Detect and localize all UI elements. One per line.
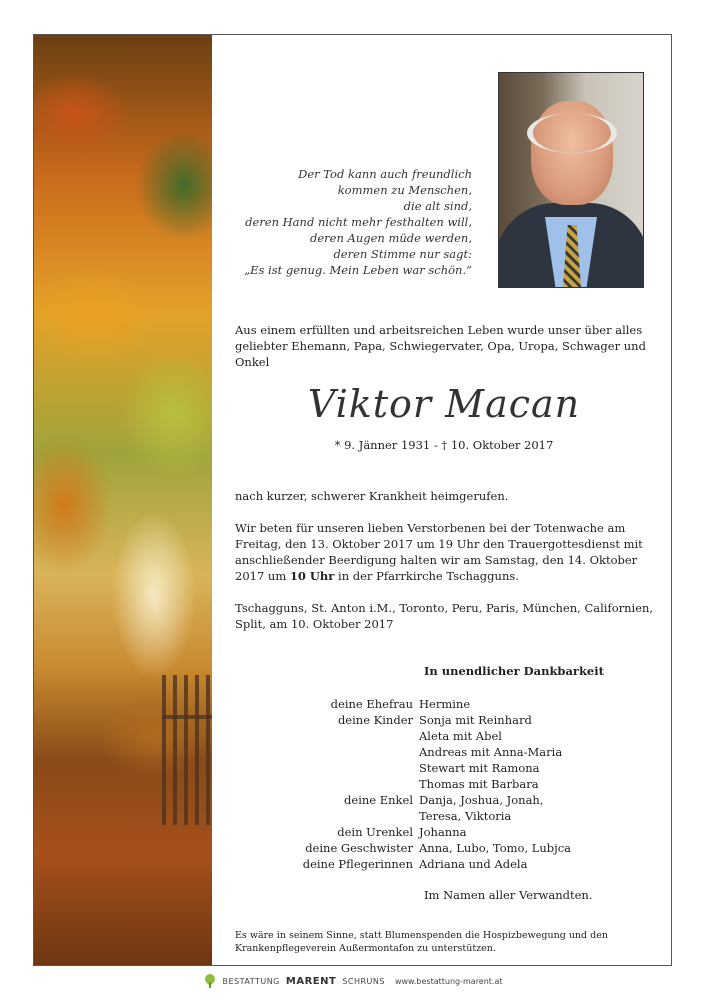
portrait-photo (498, 72, 644, 288)
family-names: Stewart mit Ramona (419, 761, 540, 775)
brand-location: SCHRUNS (342, 976, 385, 986)
paragraph-places-date: Tschagguns, St. Anton i.M., Toronto, Peru, Paris, München, Californien, Split, am 10. Oktober 2017 (235, 601, 654, 631)
family-row (264, 808, 664, 824)
family-relation: deine Pflegerinnen (302, 857, 413, 871)
paragraph-heimgerufen: nach kurzer, schwerer Krankheit heimgerufen. (235, 489, 509, 503)
funeral-text-a: Wir beten für unseren lieben Verstorbenen bei der Totenwache am Freitag, den 13. Oktober 2017 um 19 Uhr den Trauergottesdienst mit anschließender Beerdigung halten wir am Samstag, den 14. Oktober 2017 um (235, 521, 643, 583)
family-row (264, 744, 664, 760)
family-names: Sonja mit Reinhard (419, 713, 532, 727)
life-dates: * 9. Jänner 1931 - † 10. Oktober 2017 (334, 438, 554, 452)
obituary-card (33, 34, 672, 966)
funeral-time-bold: 10 Uhr (289, 569, 335, 583)
family-row (264, 760, 664, 776)
fence-graphic (162, 675, 212, 825)
poem (244, 166, 472, 278)
family-relation: dein Urenkel (337, 825, 413, 839)
donation-note: Es wäre in seinem Sinne, statt Blumenspenden die Hospizbewegung und den Krankenpflegeverein Außermontafon zu unterstützen. (235, 930, 608, 954)
family-row (264, 728, 664, 744)
family-names: Aleta mit Abel (419, 729, 502, 743)
family-row (264, 840, 664, 856)
thanks-heading: In unendlicher Dankbarkeit (424, 664, 604, 678)
family-row (264, 776, 664, 792)
family-relation (264, 728, 419, 744)
family-names: Anna, Lubo, Tomo, Lubjca (419, 841, 572, 855)
leaf-logo-icon (204, 974, 216, 988)
brand-url: www.bestattung-marent.at (394, 976, 503, 986)
family-row (264, 696, 664, 712)
family-names: Teresa, Viktoria (419, 809, 512, 823)
poem-line: die alt sind, (403, 199, 472, 213)
intro-text: Aus einem erfüllten und arbeitsreichen Leben wurde unser über alles geliebter Ehemann, Papa, Schwiegervater, Opa, Uropa, Schwager und Onkel (235, 323, 646, 369)
poem-line: Der Tod kann auch freundlich (298, 167, 472, 181)
family-relation: deine Geschwister (305, 841, 413, 855)
closing-text: Im Namen aller Verwandten. (424, 888, 593, 902)
family-row (264, 856, 664, 872)
family-names: Thomas mit Barbara (419, 777, 539, 791)
family-names: Hermine (419, 697, 471, 711)
family-relation: deine Enkel (344, 793, 413, 807)
poem-line: kommen zu Menschen, (337, 183, 472, 197)
family-relation: deine Ehefrau (330, 697, 413, 711)
family-names: Johanna (419, 825, 467, 839)
poem-line: „Es ist genug. Mein Leben war schön.“ (244, 263, 472, 277)
poem-line: deren Stimme nur sagt: (333, 247, 472, 261)
paragraph-funeral-details (235, 520, 665, 584)
family-row (264, 824, 664, 840)
autumn-forest-image (34, 35, 212, 965)
family-list (264, 696, 664, 872)
family-names: Danja, Joshua, Jonah, (419, 793, 544, 807)
brand-prefix: BESTATTUNG (222, 976, 280, 986)
family-row (264, 792, 664, 808)
family-names: Adriana und Adela (419, 857, 528, 871)
family-relation (264, 776, 419, 792)
funeral-text-b: in der Pfarrkirche Tschagguns. (334, 569, 519, 583)
family-relation (264, 808, 419, 824)
family-row (264, 712, 664, 728)
deceased-name: Viktor Macan (307, 382, 581, 426)
poem-line: deren Hand nicht mehr festhalten will, (245, 215, 472, 229)
family-names: Andreas mit Anna-Maria (419, 745, 563, 759)
poem-line: deren Augen müde werden, (310, 231, 472, 245)
portrait-hair (527, 113, 617, 153)
family-relation: deine Kinder (337, 713, 413, 727)
fence-rail-graphic (162, 715, 212, 719)
family-relation (264, 744, 419, 760)
brand-main: MARENT (285, 975, 337, 987)
family-relation (264, 760, 419, 776)
footer-brand (0, 971, 707, 991)
